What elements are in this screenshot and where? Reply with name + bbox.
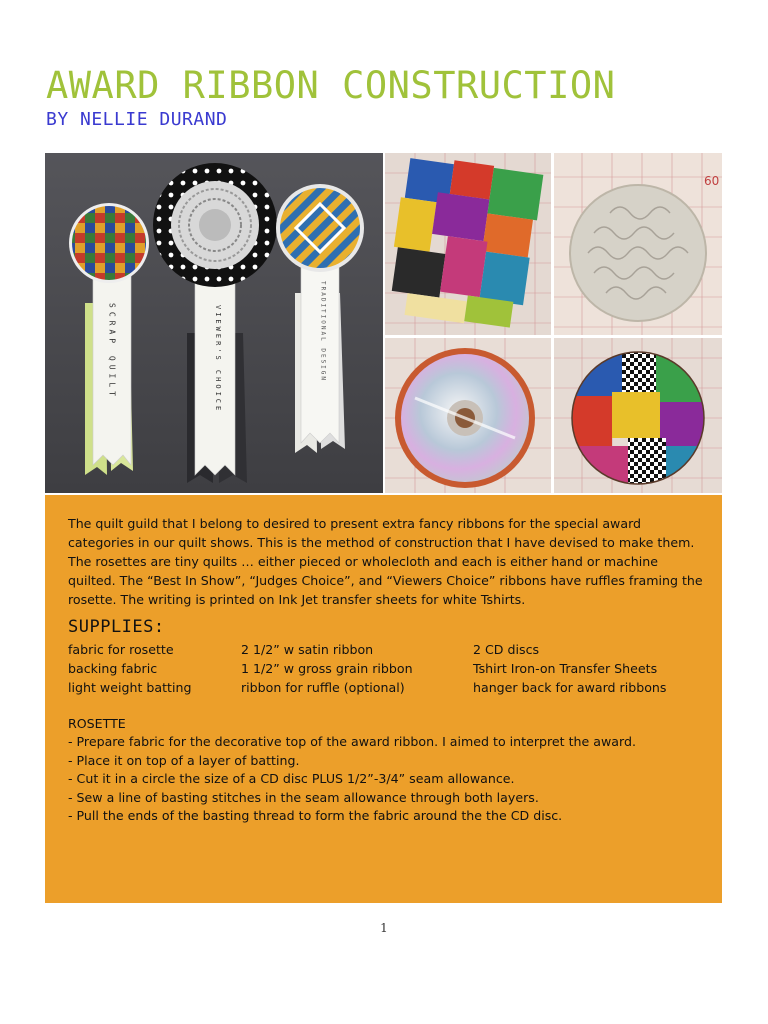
ribbon-text-viewers-choice: VIEWER'S CHOICE: [214, 305, 222, 414]
page-title: AWARD RIBBON CONSTRUCTION: [46, 64, 616, 107]
supply-item: 2 CD discs: [473, 642, 540, 657]
patchwork-fabric-photo: [385, 153, 551, 335]
finished-rosette-photo: [554, 338, 722, 493]
ribbon-text-scrap-quilt: SCRAP QUILT: [107, 303, 117, 400]
quilted-circle-illustration: [554, 153, 722, 335]
page-number: 1: [380, 921, 388, 935]
finished-rosette-illustration: [554, 338, 722, 493]
supply-item: light weight batting: [68, 680, 192, 695]
supply-item: 2 1/2” w satin ribbon: [241, 642, 374, 657]
photo-collage: [45, 153, 722, 493]
intro-paragraph: The quilt guild that I belong to desired to present extra fancy ribbons for the special award categories in our quilt shows. This is the method of construction that I have devised to make them. The rosettes are tiny quilts … either pieced or wholecloth and each is either hand or machine quilted. The “Best In Show”, “Judges Choice”, and “Viewers Choice” ribbons have ruffles framing the rosette. The writing is printed on Ink Jet transfer sheets for white Tshirts.: [68, 516, 703, 607]
supplies-list: [68, 640, 708, 697]
mat-ruler-label: 60: [704, 174, 720, 188]
author-byline: BY NELLIE DURAND: [46, 109, 228, 130]
list-item: - Sew a line of basting stitches in the seam allowance through both layers.: [68, 789, 539, 805]
list-item: - Pull the ends of the basting thread to form the fabric around the the CD disc.: [68, 808, 563, 824]
list-item: - Cut it in a circle the size of a CD disc PLUS 1/2”-3/4” seam allowance.: [68, 771, 515, 787]
supply-item: Tshirt Iron-on Transfer Sheets: [473, 661, 658, 676]
supplies-row: [68, 678, 708, 697]
patchwork-illustration: [385, 153, 551, 335]
supplies-row: [68, 640, 708, 659]
supply-item: 1 1/2” w gross grain ribbon: [241, 661, 413, 676]
list-item: - Place it on top of a layer of batting.: [68, 752, 300, 768]
supply-item: backing fabric: [68, 661, 158, 676]
cd-disc-illustration: [385, 338, 551, 493]
rosette-heading: ROSETTE: [68, 716, 126, 731]
instructions-panel: [45, 495, 722, 903]
supply-item: ribbon for ruffle (optional): [241, 680, 405, 695]
award-ribbons-photo: [45, 153, 383, 493]
supplies-heading: SUPPLIES:: [68, 617, 165, 637]
rosette-steps-list: [68, 733, 713, 826]
ribbon-text-traditional-design: TRADITIONAL DESIGN: [319, 281, 327, 383]
supply-item: fabric for rosette: [68, 642, 174, 657]
supplies-row: [68, 659, 708, 678]
supply-item: hanger back for award ribbons: [473, 680, 667, 695]
award-ribbons-illustration: [45, 153, 383, 493]
cd-disc-photo: [385, 338, 551, 493]
list-item: - Prepare fabric for the decorative top of the award ribbon. I aimed to interpret the award.: [68, 734, 636, 749]
quilted-circle-photo: [554, 153, 722, 335]
